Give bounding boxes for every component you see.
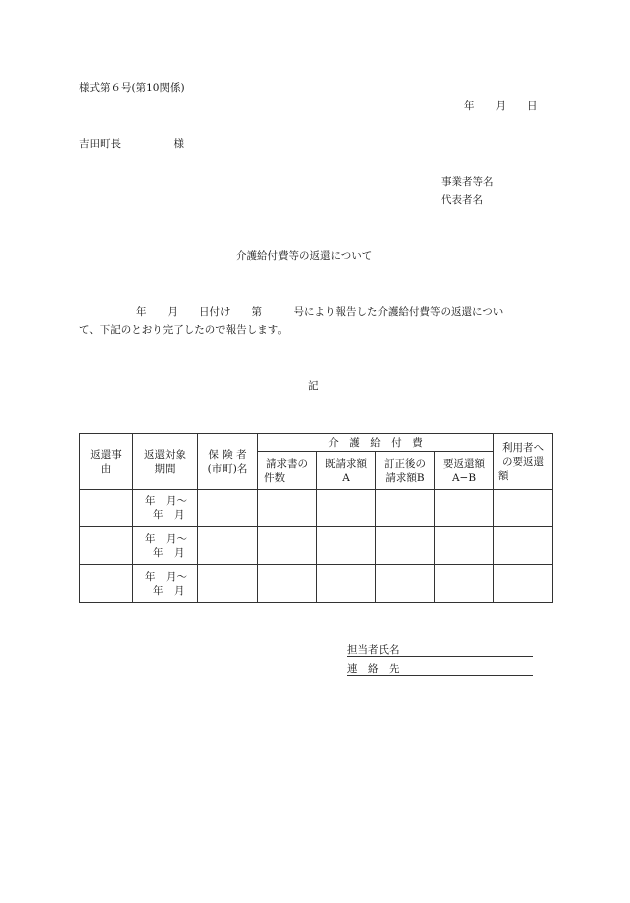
cell-period[interactable]: 年 月〜 年 月 [133,527,198,565]
header-period: 返還対象 期間 [133,434,198,490]
cell-user-refund[interactable] [494,565,553,603]
table-row [80,490,553,527]
representative-label: 代表者名 [441,194,483,206]
cell-corrected-claim[interactable] [376,565,435,603]
cell-claims-count[interactable] [258,490,317,527]
body-line-1: 年 月 日付け 第 号により報告した介護給付費等の返還につい [136,306,504,318]
cell-reason[interactable] [80,565,133,603]
document-title: 介護給付費等の返還について [236,250,373,262]
cell-already-claimed[interactable] [317,527,376,565]
cell-insurer[interactable] [198,490,258,527]
cell-insurer[interactable] [198,565,258,603]
cell-reason[interactable] [80,490,133,527]
refund-table [79,433,553,603]
recipient: 吉田町長 様 [79,138,184,150]
cell-period[interactable]: 年 月〜 年 月 [133,490,198,527]
cell-already-claimed[interactable] [317,565,376,603]
ki-heading: 記 [308,380,319,392]
cell-refund-needed[interactable] [435,565,494,603]
form-number: 様式第６号(第10関係) [79,82,185,94]
contact-label: 連 絡 先 [347,663,400,675]
cell-period[interactable]: 年 月〜 年 月 [133,565,198,603]
cell-already-claimed[interactable] [317,490,376,527]
cell-user-refund[interactable] [494,527,553,565]
header-insurer: 保 険 者 (市町)名 [198,434,258,490]
person-in-charge-underline[interactable] [347,656,533,657]
cell-user-refund[interactable] [494,490,553,527]
table-row [80,565,553,603]
cell-claims-count[interactable] [258,565,317,603]
cell-refund-needed[interactable] [435,490,494,527]
header-corrected-claim: 訂正後の 請求額B [376,452,435,490]
person-in-charge-label: 担当者氏名 [347,644,400,656]
cell-refund-needed[interactable] [435,527,494,565]
cell-reason[interactable] [80,527,133,565]
cell-corrected-claim[interactable] [376,527,435,565]
header-reason: 返還事 由 [80,434,133,490]
header-already-claimed: 既請求額 A [317,452,376,490]
header-refund-needed: 要返還額 A−B [435,452,494,490]
header-care-benefit: 介 護 給 付 費 [258,434,494,452]
table-row [80,527,553,565]
header-claims-count: 請求書の 件数 [258,452,317,490]
cell-insurer[interactable] [198,527,258,565]
date-line: 年 月 日 [464,100,538,112]
business-name-label: 事業者等名 [441,176,494,188]
cell-corrected-claim[interactable] [376,490,435,527]
cell-claims-count[interactable] [258,527,317,565]
body-line-2: て、下記のとおり完了したので報告します。 [79,324,288,336]
contact-underline[interactable] [347,675,533,676]
header-user-refund: 利用者へ の要返還 額 [494,434,553,490]
